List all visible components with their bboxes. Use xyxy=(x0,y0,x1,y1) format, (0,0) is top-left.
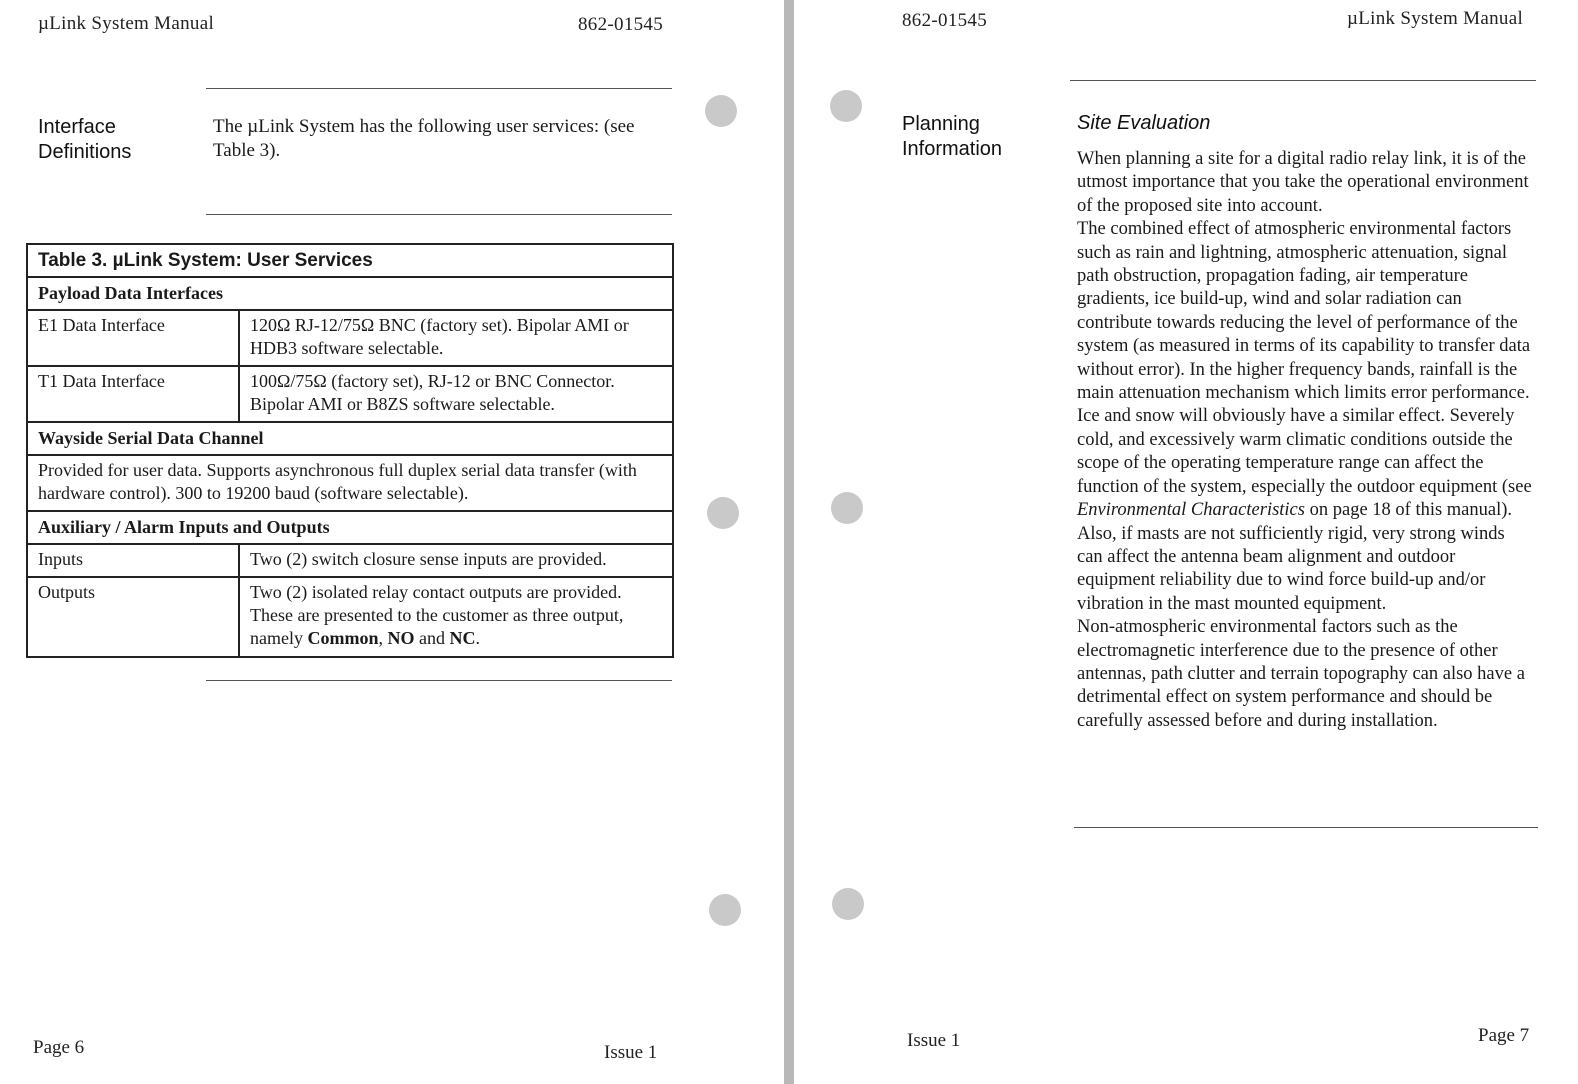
header-title: µLink System Manual xyxy=(38,13,215,34)
side-heading-line-2: Information xyxy=(902,138,1003,160)
right-page xyxy=(794,0,1578,1084)
side-heading-line-1: Interface xyxy=(38,116,116,138)
header-title: µLink System Manual xyxy=(1347,8,1524,29)
body-text xyxy=(1077,148,1533,733)
page-gutter xyxy=(784,0,794,1084)
paragraph-text: on page 18 of this manual). xyxy=(1304,500,1513,521)
table-row xyxy=(27,577,673,657)
footer-page-number: Page 6 xyxy=(33,1037,85,1058)
table-caption-row xyxy=(27,244,673,277)
row-value-text: Two (2) isolated relay contact outputs are provided. These are presented to the customer as three output, namely xyxy=(250,582,624,648)
table-row xyxy=(27,455,673,511)
row-value: Two (2) switch closure sense inputs are provided. xyxy=(239,544,673,577)
keyword-nc: NC xyxy=(449,628,476,648)
footer-issue: Issue 1 xyxy=(907,1030,961,1051)
row-label: Outputs xyxy=(27,577,239,657)
keyword-no: NO xyxy=(387,628,415,648)
row-label: Inputs xyxy=(27,544,239,577)
section-title: Payload Data Interfaces xyxy=(27,277,673,310)
side-heading xyxy=(902,112,1072,162)
table-row xyxy=(27,544,673,577)
side-heading xyxy=(38,115,208,165)
header-doc-number: 862-01545 xyxy=(578,14,664,35)
table-caption: Table 3. µLink System: User Services xyxy=(27,244,673,277)
section-title: Wayside Serial Data Channel xyxy=(27,422,673,455)
divider-rule xyxy=(1074,827,1538,828)
row-label: T1 Data Interface xyxy=(27,366,239,422)
table-section-row xyxy=(27,277,673,310)
paragraph-text: The combined effect of atmospheric environmental factors such as rain and lightning, atmospheric attenuation, signal path obstruction, propagation fading, air temperature gradients, ice build-up, wind and solar radiation can contribute towards reducing the level of performance of the system (as measured in terms of its capability to transfer data without error). In the higher frequency bands, rainfall is the main attenuation mechanism which limits error performance. Ice and snow will obviously have a similar effect. Severely cold, and excessively warm climatic conditions outside the scope of the operating temperature range can affect the function of the system, especially the outdoor equipment (see xyxy=(1077,219,1532,497)
paragraph: When planning a site for a digital radio relay link, it is of the utmost importance that you take the operational environment of the proposed site into account. xyxy=(1077,149,1529,216)
binder-hole xyxy=(709,894,741,926)
row-value: 100Ω/75Ω (factory set), RJ-12 or BNC Connector. Bipolar AMI or B8ZS software selectable. xyxy=(239,366,673,422)
binder-hole xyxy=(705,95,737,127)
user-services-table xyxy=(26,243,674,658)
side-heading-line-1: Planning xyxy=(902,113,980,135)
binder-hole xyxy=(832,888,864,920)
section-title: Auxiliary / Alarm Inputs and Outputs xyxy=(27,511,673,544)
paragraph: Also, if masts are not sufficiently rigid, very strong winds can affect the antenna beam alignment and outdoor equipment reliability due to wind force build-up and/or vibration in the mast mounted equipment. xyxy=(1077,523,1505,614)
subheading: Site Evaluation xyxy=(1077,112,1211,134)
keyword-common: Common xyxy=(307,628,379,648)
left-page xyxy=(0,0,784,1084)
separator: and xyxy=(414,628,450,648)
divider-rule xyxy=(206,214,672,215)
row-label: E1 Data Interface xyxy=(27,310,239,366)
side-heading-line-2: Definitions xyxy=(38,141,132,163)
divider-rule xyxy=(206,680,672,681)
table-section-row xyxy=(27,511,673,544)
row-value xyxy=(239,577,673,657)
row-value: 120Ω RJ-12/75Ω BNC (factory set). Bipolar AMI or HDB3 software selectable. xyxy=(239,310,673,366)
footer-issue: Issue 1 xyxy=(604,1042,658,1063)
binder-hole xyxy=(831,492,863,524)
table-row xyxy=(27,310,673,366)
binder-hole xyxy=(707,497,739,529)
suffix: . xyxy=(475,628,480,648)
separator: , xyxy=(378,628,388,648)
row-full-text: Provided for user data. Supports asynchronous full duplex serial data transfer (with hardware control). 300 to 19200 baud (software selectable). xyxy=(27,455,673,511)
paragraph xyxy=(1077,218,1533,522)
paragraph: Non-atmospheric environmental factors such as the electromagnetic interference due to the presence of other antennas, path clutter and terrain topography can also have a detrimental effect on system performance and should be carefully assessed before and during installation. xyxy=(1077,617,1525,731)
header-doc-number: 862-01545 xyxy=(902,10,988,31)
table-section-row xyxy=(27,422,673,455)
table-row xyxy=(27,366,673,422)
cross-reference: Environmental Characteristics xyxy=(1077,500,1305,521)
divider-rule xyxy=(206,88,672,89)
binder-hole xyxy=(830,90,862,122)
divider-rule xyxy=(1070,80,1536,81)
intro-text: The µLink System has the following user services: (see Table 3). xyxy=(213,116,635,161)
footer-page-number: Page 7 xyxy=(1478,1025,1530,1046)
